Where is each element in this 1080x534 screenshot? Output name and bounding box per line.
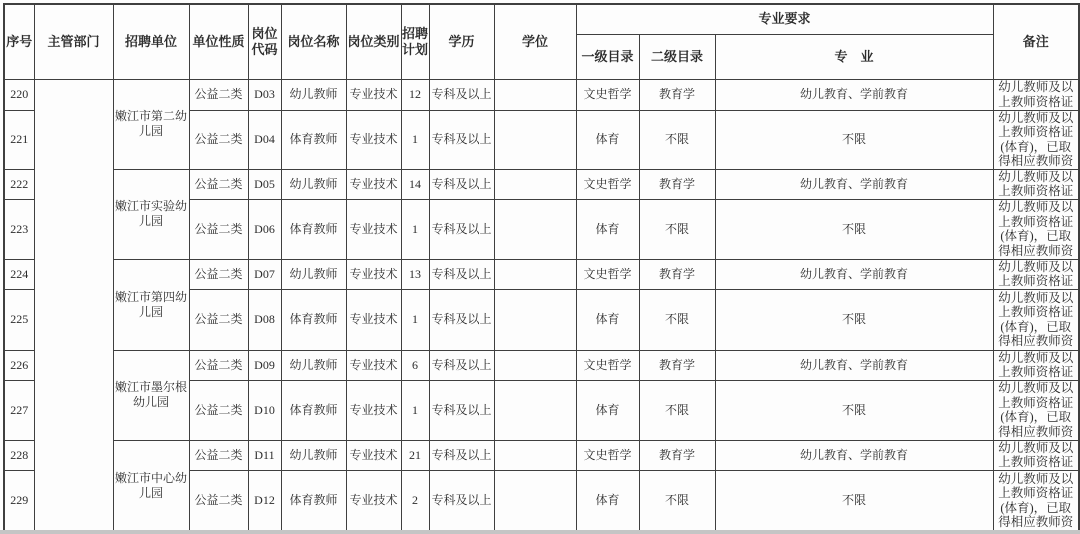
edu-cell: 专科及以上 [429, 259, 494, 289]
degree-cell [494, 259, 576, 289]
seq-cell: 228 [4, 440, 34, 470]
header-seq: 序号 [4, 4, 34, 79]
degree-cell [494, 79, 576, 110]
seq-cell: 226 [4, 350, 34, 380]
code-cell: D08 [248, 289, 281, 350]
major-cell: 不限 [715, 470, 993, 532]
post-cell: 体育教师 [281, 380, 346, 440]
post-cell: 幼儿教师 [281, 440, 346, 470]
plan-cell: 14 [401, 169, 429, 199]
plan-cell: 21 [401, 440, 429, 470]
table-row [4, 259, 1079, 289]
edu-cell: 专科及以上 [429, 440, 494, 470]
nature-cell: 公益二类 [189, 350, 248, 380]
post-cell: 幼儿教师 [281, 169, 346, 199]
category-cell: 专业技术 [346, 350, 401, 380]
dept-cell [34, 79, 113, 532]
seq-cell: 221 [4, 110, 34, 169]
header-major-group: 专业要求 [576, 4, 993, 34]
table-row [4, 350, 1079, 380]
cat1-cell: 文史哲学 [576, 259, 639, 289]
header-major: 专 业 [715, 34, 993, 79]
code-cell: D06 [248, 199, 281, 259]
seq-cell: 227 [4, 380, 34, 440]
remark-cell: 幼儿教师及以上教师资格证(体育)，已取得相应教师资 [993, 110, 1079, 169]
major-cell: 不限 [715, 289, 993, 350]
edu-cell: 专科及以上 [429, 110, 494, 169]
header-row-top [4, 4, 1079, 34]
degree-cell [494, 169, 576, 199]
cat2-cell: 不限 [639, 380, 715, 440]
seq-cell: 220 [4, 79, 34, 110]
cat2-cell: 不限 [639, 110, 715, 169]
plan-cell: 6 [401, 350, 429, 380]
category-cell: 专业技术 [346, 380, 401, 440]
category-cell: 专业技术 [346, 259, 401, 289]
remark-cell: 幼儿教师及以上教师资格证(体育)，已取得相应教师资 [993, 289, 1079, 350]
header-cat2: 二级目录 [639, 34, 715, 79]
seq-cell: 229 [4, 470, 34, 532]
nature-cell: 公益二类 [189, 380, 248, 440]
cat1-cell: 体育 [576, 110, 639, 169]
post-cell: 幼儿教师 [281, 350, 346, 380]
code-cell: D12 [248, 470, 281, 532]
cat2-cell: 教育学 [639, 350, 715, 380]
cat1-cell: 文史哲学 [576, 169, 639, 199]
header-remark: 备注 [993, 4, 1079, 79]
post-cell: 幼儿教师 [281, 259, 346, 289]
cat1-cell: 文史哲学 [576, 350, 639, 380]
nature-cell: 公益二类 [189, 199, 248, 259]
edu-cell: 专科及以上 [429, 199, 494, 259]
cat1-cell: 体育 [576, 470, 639, 532]
code-cell: D05 [248, 169, 281, 199]
degree-cell [494, 289, 576, 350]
degree-cell [494, 199, 576, 259]
major-cell: 幼儿教育、学前教育 [715, 259, 993, 289]
header-nature: 单位性质 [189, 4, 248, 79]
cat2-cell: 不限 [639, 289, 715, 350]
category-cell: 专业技术 [346, 110, 401, 169]
header-degree: 学位 [494, 4, 576, 79]
degree-cell [494, 440, 576, 470]
unit-cell: 嫩江市第二幼儿园 [113, 79, 189, 169]
plan-cell: 1 [401, 289, 429, 350]
plan-cell: 1 [401, 199, 429, 259]
bottom-edge-strip [0, 530, 1080, 534]
degree-cell [494, 380, 576, 440]
table-row [4, 440, 1079, 470]
header-cat1: 一级目录 [576, 34, 639, 79]
recruitment-table [3, 3, 1080, 534]
cat2-cell: 教育学 [639, 169, 715, 199]
header-edu: 学历 [429, 4, 494, 79]
category-cell: 专业技术 [346, 289, 401, 350]
edu-cell: 专科及以上 [429, 470, 494, 532]
nature-cell: 公益二类 [189, 289, 248, 350]
unit-cell: 嫩江市实验幼儿园 [113, 169, 189, 259]
major-cell: 幼儿教育、学前教育 [715, 350, 993, 380]
nature-cell: 公益二类 [189, 470, 248, 532]
seq-cell: 223 [4, 199, 34, 259]
unit-cell: 嫩江市墨尔根幼儿园 [113, 350, 189, 440]
unit-cell: 嫩江市第四幼儿园 [113, 259, 189, 350]
edu-cell: 专科及以上 [429, 350, 494, 380]
nature-cell: 公益二类 [189, 110, 248, 169]
degree-cell [494, 110, 576, 169]
nature-cell: 公益二类 [189, 440, 248, 470]
plan-cell: 12 [401, 79, 429, 110]
cat1-cell: 文史哲学 [576, 440, 639, 470]
major-cell: 不限 [715, 380, 993, 440]
code-cell: D10 [248, 380, 281, 440]
post-cell: 体育教师 [281, 470, 346, 532]
code-cell: D09 [248, 350, 281, 380]
seq-cell: 225 [4, 289, 34, 350]
post-cell: 体育教师 [281, 199, 346, 259]
remark-cell: 幼儿教师及以上教师资格证 [993, 259, 1079, 289]
category-cell: 专业技术 [346, 79, 401, 110]
remark-cell: 幼儿教师及以上教师资格证(体育)，已取得相应教师资 [993, 380, 1079, 440]
table-row [4, 169, 1079, 199]
code-cell: D11 [248, 440, 281, 470]
post-cell: 幼儿教师 [281, 79, 346, 110]
table-row [4, 79, 1079, 110]
cat2-cell: 不限 [639, 199, 715, 259]
post-cell: 体育教师 [281, 110, 346, 169]
edu-cell: 专科及以上 [429, 169, 494, 199]
nature-cell: 公益二类 [189, 169, 248, 199]
seq-cell: 224 [4, 259, 34, 289]
cat2-cell: 教育学 [639, 259, 715, 289]
code-cell: D07 [248, 259, 281, 289]
cat1-cell: 体育 [576, 380, 639, 440]
edu-cell: 专科及以上 [429, 380, 494, 440]
degree-cell [494, 350, 576, 380]
unit-cell: 嫩江市中心幼儿园 [113, 440, 189, 532]
plan-cell: 13 [401, 259, 429, 289]
remark-cell: 幼儿教师及以上教师资格证(体育)，已取得相应教师资 [993, 470, 1079, 532]
remark-cell: 幼儿教师及以上教师资格证 [993, 79, 1079, 110]
remark-cell: 幼儿教师及以上教师资格证(体育)，已取得相应教师资 [993, 199, 1079, 259]
major-cell: 幼儿教育、学前教育 [715, 169, 993, 199]
cat1-cell: 体育 [576, 289, 639, 350]
cat2-cell: 教育学 [639, 440, 715, 470]
remark-cell: 幼儿教师及以上教师资格证 [993, 350, 1079, 380]
degree-cell [494, 470, 576, 532]
edu-cell: 专科及以上 [429, 79, 494, 110]
plan-cell: 1 [401, 380, 429, 440]
major-cell: 幼儿教育、学前教育 [715, 79, 993, 110]
header-plan: 招聘计划 [401, 4, 429, 79]
header-code: 岗位代码 [248, 4, 281, 79]
plan-cell: 1 [401, 110, 429, 169]
remark-cell: 幼儿教师及以上教师资格证 [993, 169, 1079, 199]
post-cell: 体育教师 [281, 289, 346, 350]
cat2-cell: 教育学 [639, 79, 715, 110]
major-cell: 幼儿教育、学前教育 [715, 440, 993, 470]
plan-cell: 2 [401, 470, 429, 532]
category-cell: 专业技术 [346, 440, 401, 470]
edu-cell: 专科及以上 [429, 289, 494, 350]
category-cell: 专业技术 [346, 470, 401, 532]
category-cell: 专业技术 [346, 199, 401, 259]
remark-cell: 幼儿教师及以上教师资格证 [993, 440, 1079, 470]
cat1-cell: 文史哲学 [576, 79, 639, 110]
category-cell: 专业技术 [346, 169, 401, 199]
header-category: 岗位类别 [346, 4, 401, 79]
cat1-cell: 体育 [576, 199, 639, 259]
major-cell: 不限 [715, 199, 993, 259]
nature-cell: 公益二类 [189, 259, 248, 289]
code-cell: D03 [248, 79, 281, 110]
code-cell: D04 [248, 110, 281, 169]
seq-cell: 222 [4, 169, 34, 199]
header-unit: 招聘单位 [113, 4, 189, 79]
major-cell: 不限 [715, 110, 993, 169]
header-dept: 主管部门 [34, 4, 113, 79]
cat2-cell: 不限 [639, 470, 715, 532]
header-post: 岗位名称 [281, 4, 346, 79]
nature-cell: 公益二类 [189, 79, 248, 110]
